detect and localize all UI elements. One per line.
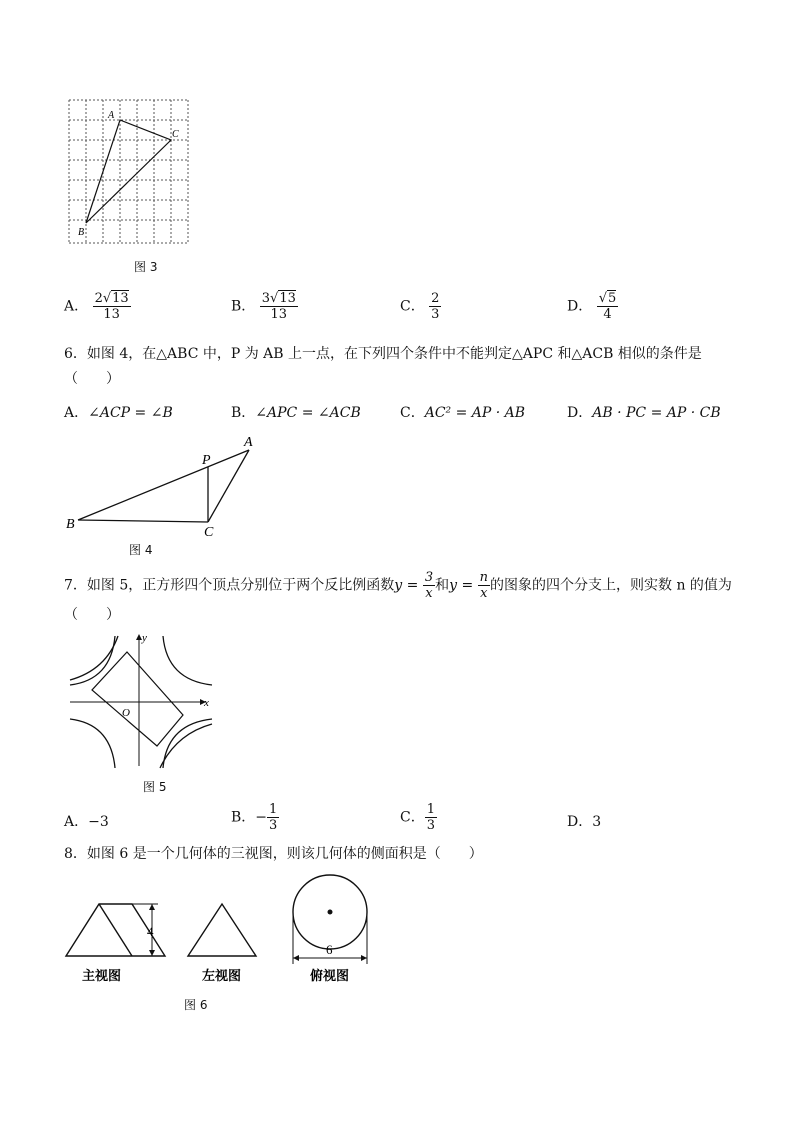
figure-4-caption: 图 4 bbox=[129, 543, 153, 557]
option-label: D． bbox=[567, 298, 593, 315]
height-label: 4 bbox=[147, 924, 154, 939]
front-view-label: 主视图 bbox=[82, 969, 122, 984]
q6-option-d: D．AB · PC = AP · CB bbox=[567, 405, 721, 421]
option-label: C． bbox=[400, 298, 425, 315]
center-dot bbox=[328, 910, 333, 915]
figure-5-hyperbola-square bbox=[66, 630, 216, 770]
point-b-label: B bbox=[66, 517, 75, 532]
point-a-label: A bbox=[108, 110, 115, 121]
origin-label: O bbox=[122, 707, 130, 719]
top-view-label: 俯视图 bbox=[310, 969, 350, 984]
figure-6-three-views bbox=[62, 866, 382, 991]
figure-3-grid-triangle bbox=[64, 97, 194, 247]
q6-option-b: B．∠APC = ∠ACB bbox=[231, 405, 361, 421]
point-p-label: P bbox=[202, 453, 211, 468]
axis-y-label: y bbox=[142, 632, 147, 644]
point-b-label: B bbox=[78, 227, 85, 238]
q7-stem: 7．如图 5，正方形四个顶点分别位于两个反比例函数y = $\frac{3}{x}$ 和y = $\frac{n}{x}$ 的图象的四个分支上，则实数 n 的值为 bbox=[64, 570, 732, 601]
q6-answer-paren: （ ） bbox=[64, 371, 120, 387]
width-label: 6 bbox=[326, 942, 333, 957]
figure-5-caption: 图 5 bbox=[143, 780, 167, 794]
q7-option-b: B．− $\frac{1}{3}$ bbox=[231, 802, 278, 833]
q7-option-d: D．3 bbox=[567, 814, 602, 830]
figure-4-triangle bbox=[62, 434, 272, 540]
left-view-label: 左视图 bbox=[202, 969, 242, 984]
triangle-abc bbox=[86, 120, 171, 223]
q5-option-b: B． $\frac{3√13}{13}$ bbox=[231, 291, 296, 322]
point-a-label: A bbox=[244, 435, 253, 450]
q5-option-a: A． $\frac{2√13}{13}$ bbox=[64, 291, 129, 322]
q7-answer-paren: （ ） bbox=[64, 607, 120, 623]
point-c-label: C bbox=[204, 525, 214, 540]
figure-6-caption: 图 6 bbox=[184, 998, 208, 1012]
point-c-label: C bbox=[172, 129, 179, 140]
q6-stem: 6．如图 4，在△ABC 中，P 为 AB 上一点，在下列四个条件中不能判定△APC 和△ACB 相似的条件是 bbox=[64, 346, 702, 362]
q6-option-c: C．AC² = AP · AB bbox=[400, 405, 526, 421]
option-label: B． bbox=[231, 298, 256, 315]
figure-3-caption: 图 3 bbox=[134, 260, 158, 274]
q7-option-a: A．−3 bbox=[64, 814, 109, 830]
axis-x-label: x bbox=[204, 697, 209, 709]
q8-stem: 8．如图 6 是一个几何体的三视图，则该几何体的侧面积是（ ） bbox=[64, 846, 483, 862]
q7-option-c: C． $\frac{1}{3}$ bbox=[400, 802, 435, 833]
q5-option-d: D． $\frac{√5}{4}$ bbox=[567, 291, 617, 322]
q5-option-c: C． $\frac{2}{3}$ bbox=[400, 291, 440, 322]
option-label: A． bbox=[64, 298, 89, 315]
q6-option-a: A．∠ACP = ∠B bbox=[64, 405, 173, 421]
